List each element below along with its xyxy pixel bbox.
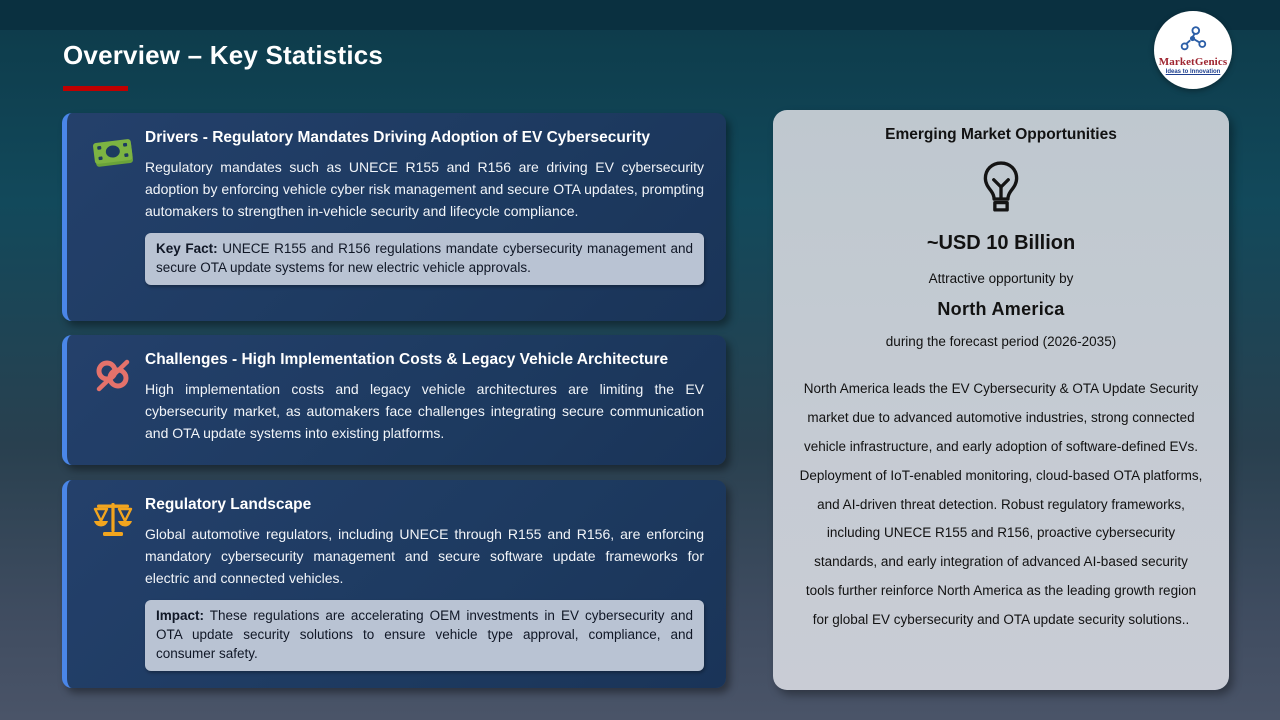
emerging-market-panel <box>773 110 1229 690</box>
card-drivers-title: Drivers - Regulatory Mandates Driving Adoption of EV Cybersecurity <box>145 129 650 146</box>
card-regulatory <box>62 480 726 688</box>
network-icon <box>1177 25 1209 56</box>
impact-box <box>145 600 704 671</box>
card-regulatory-title: Regulatory Landscape <box>145 496 312 513</box>
impact-label: Impact: <box>156 608 205 624</box>
card-drivers-body: Regulatory mandates such as UNECE R155 and R156 are driving EV cybersecurity adoption by enforcing vehicle cyber risk management and secure OTA updates, prompting automakers to strengthen in-vehicle security and lifecycle compliance. <box>145 159 704 220</box>
broken-link-icon <box>91 353 135 397</box>
lightbulb-icon <box>799 158 1203 216</box>
key-fact-text: UNECE R155 and R156 regulations mandate cybersecurity management and secure OTA update systems for new electric vehicle approvals. <box>156 241 693 276</box>
top-band <box>0 0 1280 30</box>
opportunity-subtitle: Attractive opportunity by <box>928 271 1074 286</box>
card-challenges <box>62 335 726 465</box>
marketgenics-logo <box>1154 11 1232 89</box>
logo-name: MarketGenics <box>1158 56 1228 68</box>
card-challenges-title: Challenges - High Implementation Costs & Legacy Vehicle Architecture <box>145 351 669 368</box>
logo-tagline: Ideas to Innovation <box>1165 69 1221 75</box>
opportunity-region: North America <box>937 299 1065 319</box>
card-drivers <box>62 113 726 321</box>
card-challenges-body: High implementation costs and legacy vehicle architectures are limiting the EV cybersecurity market, as automakers face challenges integrating secure communication and OTA update systems into existing platforms. <box>145 381 704 442</box>
impact-text: These regulations are accelerating OEM investments in EV cybersecurity and OTA update security solutions to ensure vehicle type approval, compliance, and consumer safety. <box>156 608 693 662</box>
opportunity-value: ~USD 10 Billion <box>926 232 1076 254</box>
card-regulatory-body: Global automotive regulators, including UNECE through R155 and R156, are enforcing mandatory cybersecurity management and secure software update frameworks for electric and connected vehicles. <box>145 526 704 587</box>
panel-title: Emerging Market Opportunities <box>885 126 1117 143</box>
key-fact-label: Key Fact: <box>156 241 218 257</box>
opportunity-description: North America leads the EV Cybersecurity & OTA Update Security market due to advanced automotive industries, strong connected vehicle infrastructure, and early adoption of software-defined EVs. Deployment of IoT-enabled monitoring, cloud-based OTA platforms, and AI-driven threat detection. Robust regulatory frameworks, including UNECE R155 and R156, proactive cybersecurity standards, and early integration of advanced AI-based security tools further reinforce North America as the leading growth region for global EV cybersecurity and OTA update security solutions.. <box>799 381 1203 627</box>
title-underline <box>63 86 128 91</box>
page-title: Overview – Key Statistics <box>63 40 384 70</box>
scales-icon <box>91 498 135 542</box>
opportunity-period: during the forecast period (2026-2035) <box>885 334 1117 349</box>
key-fact-box <box>145 233 704 285</box>
money-icon <box>91 131 135 175</box>
